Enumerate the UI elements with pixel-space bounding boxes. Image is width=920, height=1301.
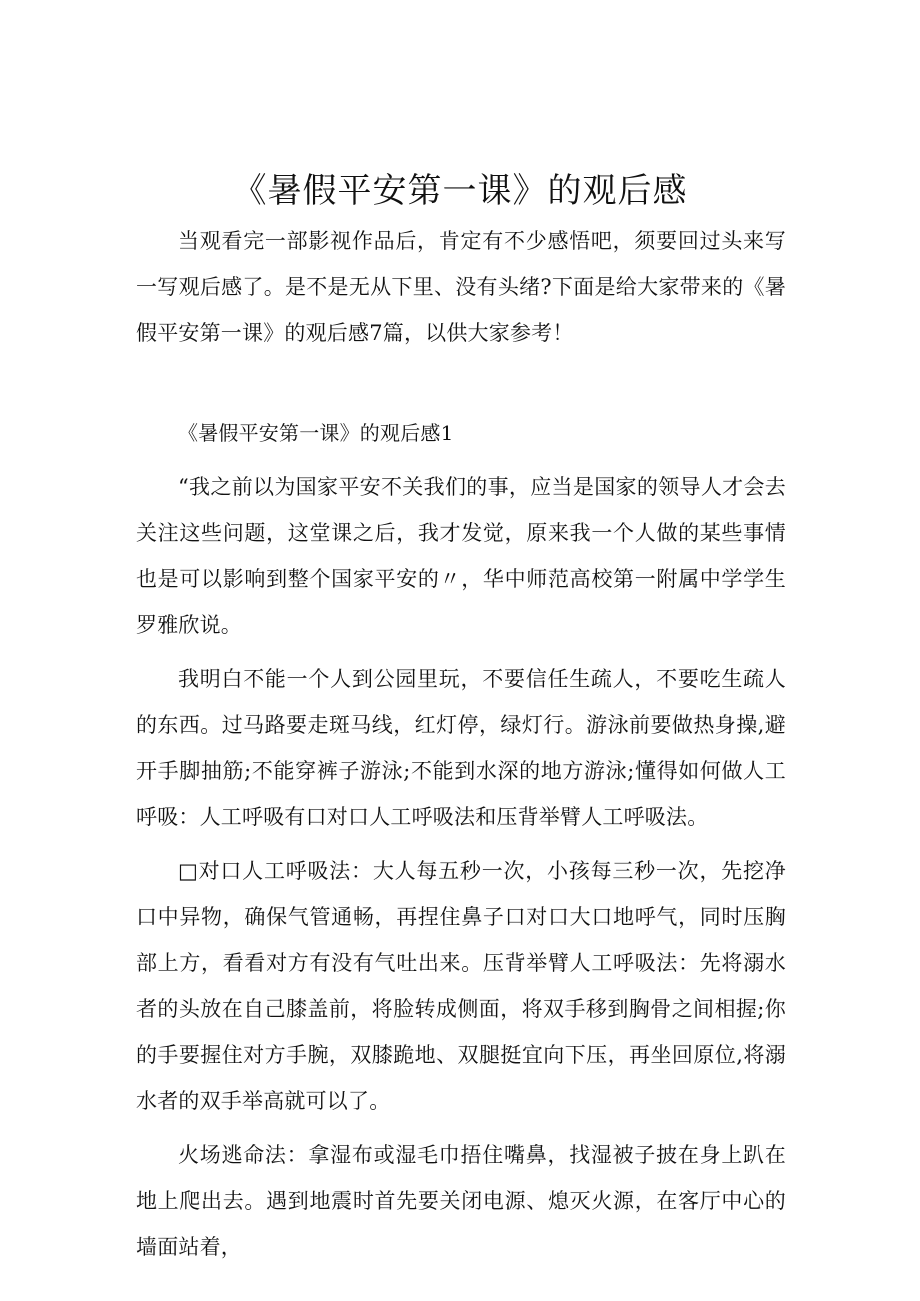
document-title: 《暑假平安第一课》的观后感 — [232, 170, 688, 211]
fire-escape-paragraph: 火场逃命法：拿湿布或湿毛巾捂住嘴鼻，找湿被子披在身上趴在地上爬出去。遇到地震时首先要关闭电源、熄灭火源，在客厅中心的墙面站着， — [136, 1143, 786, 1259]
quote-paragraph: “我之前以为国家平安不关我们的事，应当是国家的领导人才会去关注这些问题，这堂课之后，我才发觉，原来我一个人做的某些事情也是可以影响到整个国家平安的〃，华中师范高校第一附属中学学生罗雅欣说。 — [136, 475, 786, 637]
section-heading: 《暑假平安第一课》的观后感1 — [178, 421, 454, 445]
intro-paragraph: 当观看完一部影视作品后，肯定有不少感悟吧，须要回过头来写一写观后感了。是不是无从下里、没有头绪?下面是给大家带来的《暑假平安第一课》的观后感7篇，以供大家参考！ — [136, 229, 786, 345]
document-body — [136, 218, 786, 1278]
safety-rules-paragraph: 我明白不能一个人到公园里玩，不要信任生疏人，不要吃生疏人的东西。过马路要走斑马线，红灯停，绿灯行。游泳前要做热身操,避开手脚抽筋;不能穿裤子游泳;不能到水深的地方游泳;懂得如何做人工呼吸：人工呼吸有口对口人工呼吸法和压背举臂人工呼吸法。 — [136, 667, 786, 829]
cpr-paragraph: □对口人工呼吸法：大人每五秒一次，小孩每三秒一次，先挖净口中异物，确保气管通畅，再捏住鼻子口对口大口地呼气，同时压胸部上方，看看对方有没有气吐出来。压背举臂人工呼吸法：先将溺水者的头放在自己膝盖前，将脸转成侧面，将双手移到胸骨之间相握;你的手要握住对方手腕，双膝跪地、双腿挺宜向下压，再坐回原位,将溺水者的双手举高就可以了。 — [136, 859, 786, 1113]
